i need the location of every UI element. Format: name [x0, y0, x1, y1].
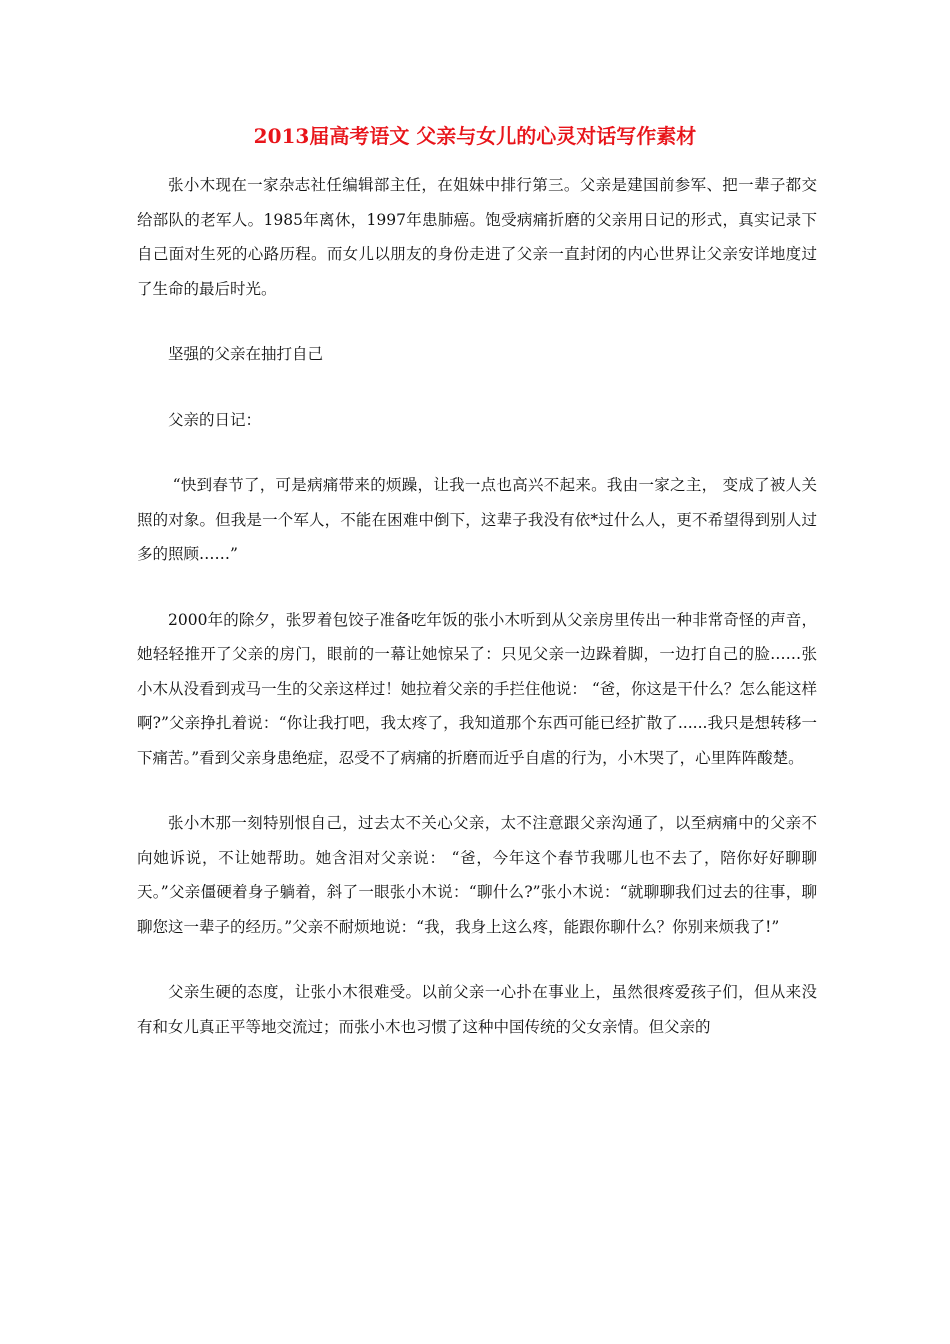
- paragraph-diary-label: 父亲的日记：: [168, 410, 262, 429]
- paragraph-intro: 张小木现在一家杂志社任编辑部主任，在姐妹中排行第三。父亲是建国前参军、把一辈子都交给部队的老军人。1985年离休，1997年患肺癌。饱受病痛折磨的父亲用日记的形式，真实记录下自己面对生死的心路历程。而女儿以朋友的身份走进了父亲一直封闭的内心世界让父亲安详地度过了生命的最后时光。: [137, 176, 817, 298]
- paragraph-new-year-eve: 2000年的除夕，张罗着包饺子准备吃年饭的张小木听到从父亲房里传出一种非常奇怪的声音，她轻轻推开了父亲的房门，眼前的一幕让她惊呆了：只见父亲一边跺着脚，一边打自己的脸……张小木从没看到戎马一生的父亲这样过！她拉着父亲的手拦住他说： “爸，你这是干什么？怎么能这样啊?”父亲挣扎着说：“你让我打吧，我太疼了，我知道那个东西可能已经扩散了......我只是想转移一下痛苦。”看到父亲身患绝症，忍受不了病痛的折磨而近乎自虐的行为，小木哭了，心里阵阵酸楚。: [137, 610, 817, 767]
- document-title: 2013届高考语文 父亲与女儿的心灵对话写作素材: [253, 124, 697, 148]
- document-body: [137, 168, 817, 1075]
- paragraph-diary-quote: “快到春节了，可是病痛带来的烦躁，让我一点也高兴不起来。我由一家之主， 变成了被人关照的对象。但我是一个军人，不能在困难中倒下，这辈子我没有依*过什么人，更不希望得到别人过多的照顾……”: [137, 476, 817, 563]
- paragraph-attitude: 父亲生硬的态度，让张小木很难受。以前父亲一心扑在事业上，虽然很疼爱孩子们，但从来没有和女儿真正平等地交流过；而张小木也习惯了这种中国传统的父女亲情。但父亲的: [137, 983, 817, 1036]
- paragraph-regret: 张小木那一刻特别恨自己，过去太不关心父亲，太不注意跟父亲沟通了，以至病痛中的父亲不向她诉说，不让她帮助。她含泪对父亲说： “爸，今年这个春节我哪儿也不去了，陪你好好聊聊天。”父亲僵硬着身子躺着，斜了一眼张小木说：“聊什么?”张小木说：“就聊聊我们过去的往事，聊聊您这一辈子的经历。”父亲不耐烦地说：“我，我身上这么疼，能跟你聊什么？你别来烦我了!”: [137, 814, 817, 936]
- section-heading: 坚强的父亲在抽打自己: [168, 345, 324, 363]
